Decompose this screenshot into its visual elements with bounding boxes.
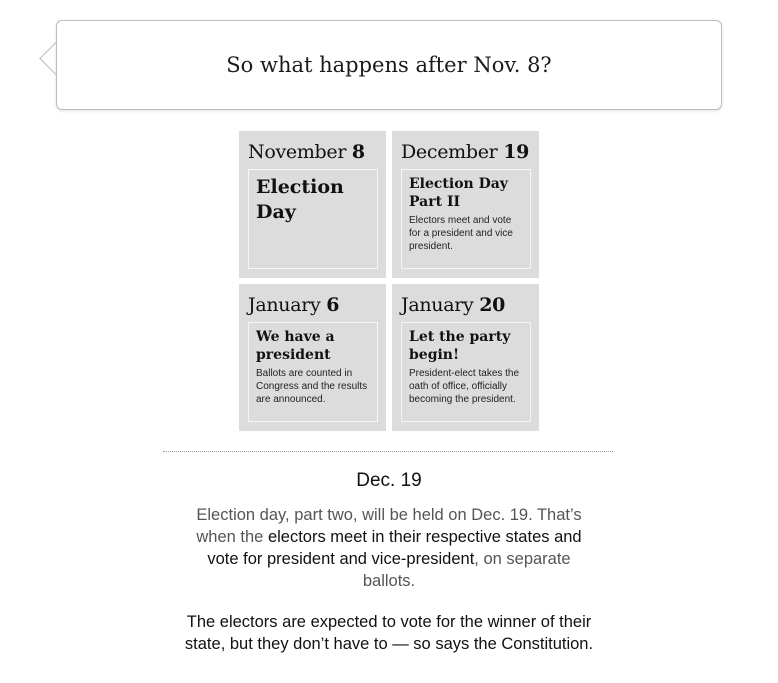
card-content-box — [248, 322, 378, 422]
card-date-month: December — [401, 141, 498, 163]
card-title-line2: Day — [256, 201, 296, 223]
timeline-card-january-20[interactable] — [392, 284, 539, 431]
card-date-month: January — [248, 294, 321, 316]
card-title-line1: We have a — [256, 329, 335, 345]
card-title-line2: president — [256, 347, 331, 363]
card-title-line2: Part II — [409, 194, 461, 210]
timeline-card-january-6[interactable] — [239, 284, 386, 431]
detail-date-heading: Dec. 19 — [356, 470, 422, 491]
card-date-month: January — [401, 294, 474, 316]
card-title-line1: Election — [256, 176, 344, 198]
detail-paragraph-2: The electors are expected to vote for the winner of their state, but they don’t have to — so says the Constitution. — [184, 613, 594, 653]
detail-paragraph-1 — [183, 504, 595, 592]
detail-text: Election day, part two, will be held on Dec. 19. That’s when the — [196, 506, 582, 546]
card-description: President-elect takes the oath of office, officially becoming the president. — [409, 368, 520, 405]
timeline-card-december-19[interactable] — [392, 131, 539, 278]
card-date-month: November — [248, 141, 347, 163]
card-title-line2: begin! — [409, 347, 460, 363]
card-date — [248, 292, 378, 322]
card-date — [248, 139, 378, 169]
card-content-box — [401, 322, 531, 422]
timeline-grid — [239, 131, 540, 431]
card-date — [401, 139, 531, 169]
card-title-line1: Let the party — [409, 329, 511, 345]
card-date-day: 19 — [503, 141, 530, 163]
card-description: Electors meet and vote for a president and vice president. — [409, 215, 513, 252]
card-content-box — [401, 169, 531, 269]
detail-text-emphasis: electors meet in their respective states and vote for president and vice-president — [207, 528, 582, 568]
card-date-day: 8 — [351, 141, 365, 163]
question-text: So what happens after Nov. 8? — [226, 53, 552, 77]
detail-text: , on separate ballots. — [362, 550, 571, 590]
card-description: Ballots are counted in Congress and the results are announced. — [256, 368, 368, 405]
question-bubble — [56, 20, 722, 110]
card-date — [401, 292, 531, 322]
card-date-day: 6 — [326, 294, 340, 316]
timeline-card-november-8[interactable] — [239, 131, 386, 278]
card-content-box — [248, 169, 378, 269]
section-divider — [163, 451, 613, 452]
card-title-line1: Election Day — [409, 176, 508, 192]
card-date-day: 20 — [479, 294, 506, 316]
